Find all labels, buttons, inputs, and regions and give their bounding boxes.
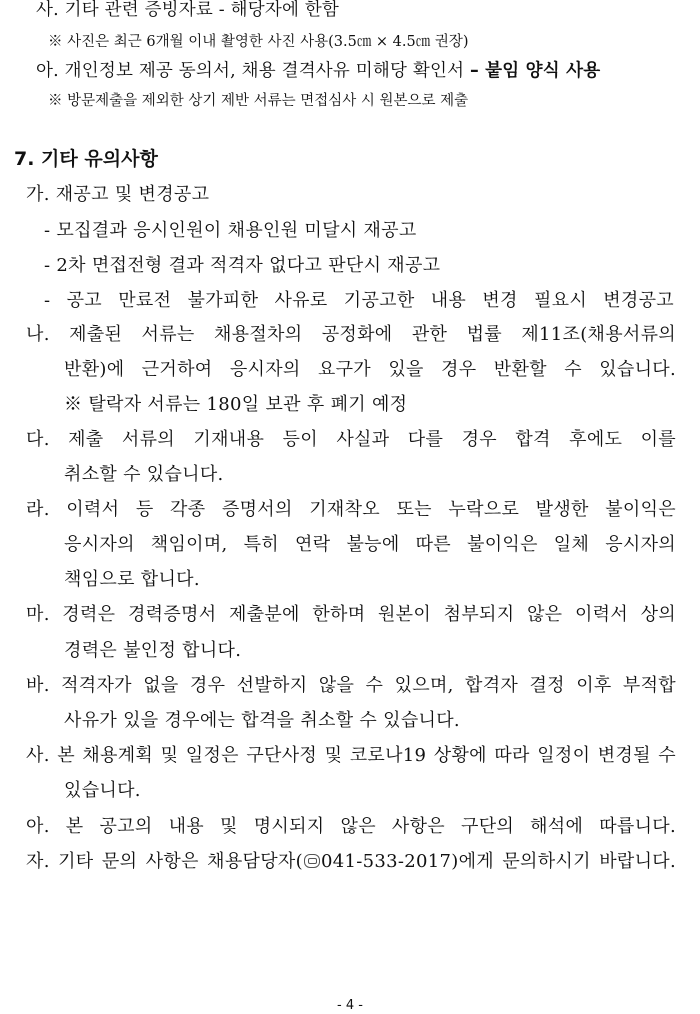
item-ma-line-1: 마. 경력은 경력증명서 제출분에 한하며 원본이 첨부되지 않은 이력서 상의 bbox=[26, 604, 676, 625]
contact-phone-number: 041-533-2017 bbox=[320, 851, 452, 872]
item-ja-text-pre: 자. 기타 문의 사항은 채용담당자( bbox=[26, 851, 303, 872]
item-ja-text-post: )에게 문의하시기 바랍니다. bbox=[451, 851, 676, 872]
item-sa-line-2: 있습니다. bbox=[64, 780, 141, 801]
item-ja-contact bbox=[26, 847, 676, 873]
item-sa-supporting-docs: 사. 기타 관련 증빙자료 - 해당자에 한함 bbox=[36, 0, 340, 20]
item-da-line-1: 다. 제출 서류의 기재내용 등이 사실과 다를 경우 합격 후에도 이를 bbox=[26, 429, 676, 450]
item-ga-sub-1: - 모집결과 응시인원이 채용인원 미달시 재공고 bbox=[44, 220, 417, 241]
item-ga-sub-3: - 공고 만료전 불가피한 사유로 기공고한 내용 변경 필요시 변경공고 bbox=[44, 290, 674, 311]
item-a-final: 아. 본 공고의 내용 및 명시되지 않은 사항은 구단의 해석에 따릅니다. bbox=[26, 816, 676, 837]
item-sa-line-1: 사. 본 채용계획 및 일정은 구단사정 및 코로나19 상황에 따라 일정이 변경될 수 bbox=[26, 745, 676, 766]
item-na-line-2: 반환)에 근거하여 응시자의 요구가 있을 경우 반환할 수 있습니다. bbox=[64, 359, 676, 380]
item-a-privacy-consent bbox=[36, 57, 600, 82]
page-number: - 4 - bbox=[337, 998, 363, 1013]
item-na-line-1: 나. 제출된 서류는 채용절차의 공정화에 관한 법률 제11조(채용서류의 bbox=[26, 324, 676, 345]
item-ga-sub-2: - 2차 면접전형 결과 적격자 없다고 판단시 재공고 bbox=[44, 255, 441, 276]
item-ra-line-3: 책임으로 합니다. bbox=[64, 569, 200, 590]
item-ra-line-1: 라. 이력서 등 각종 증명서의 기재착오 또는 누락으로 발생한 불이익은 bbox=[26, 499, 676, 520]
item-a-attachment-note: – 붙임 양식 사용 bbox=[469, 61, 601, 81]
note-rejected-docs: ※ 탈락자 서류는 180일 보관 후 폐기 예정 bbox=[64, 394, 408, 415]
item-a-text: 아. 개인정보 제공 동의서, 채용 결격사유 미해당 확인서 bbox=[36, 61, 470, 81]
note-originals: ※ 방문제출을 제외한 상기 제반 서류는 면접심사 시 원본으로 제출 bbox=[48, 93, 469, 109]
section-heading: 7. 기타 유의사항 bbox=[14, 148, 158, 170]
item-ra-line-2: 응시자의 책임이며, 특히 연락 불능에 따른 불이익은 일체 응시자의 bbox=[64, 534, 676, 555]
item-da-line-2: 취소할 수 있습니다. bbox=[64, 464, 224, 485]
note-photo: ※ 사진은 최근 6개월 이내 촬영한 사진 사용(3.5㎝ × 4.5㎝ 권장) bbox=[48, 34, 469, 50]
telephone-icon bbox=[304, 854, 320, 868]
item-ba-line-1: 바. 적격자가 없을 경우 선발하지 않을 수 있으며, 합격자 결정 이후 부적합 bbox=[26, 675, 676, 696]
item-ga: 가. 재공고 및 변경공고 bbox=[26, 184, 210, 205]
item-ma-line-2: 경력은 불인정 합니다. bbox=[64, 640, 242, 661]
item-ba-line-2: 사유가 있을 경우에는 합격을 취소할 수 있습니다. bbox=[64, 710, 460, 731]
